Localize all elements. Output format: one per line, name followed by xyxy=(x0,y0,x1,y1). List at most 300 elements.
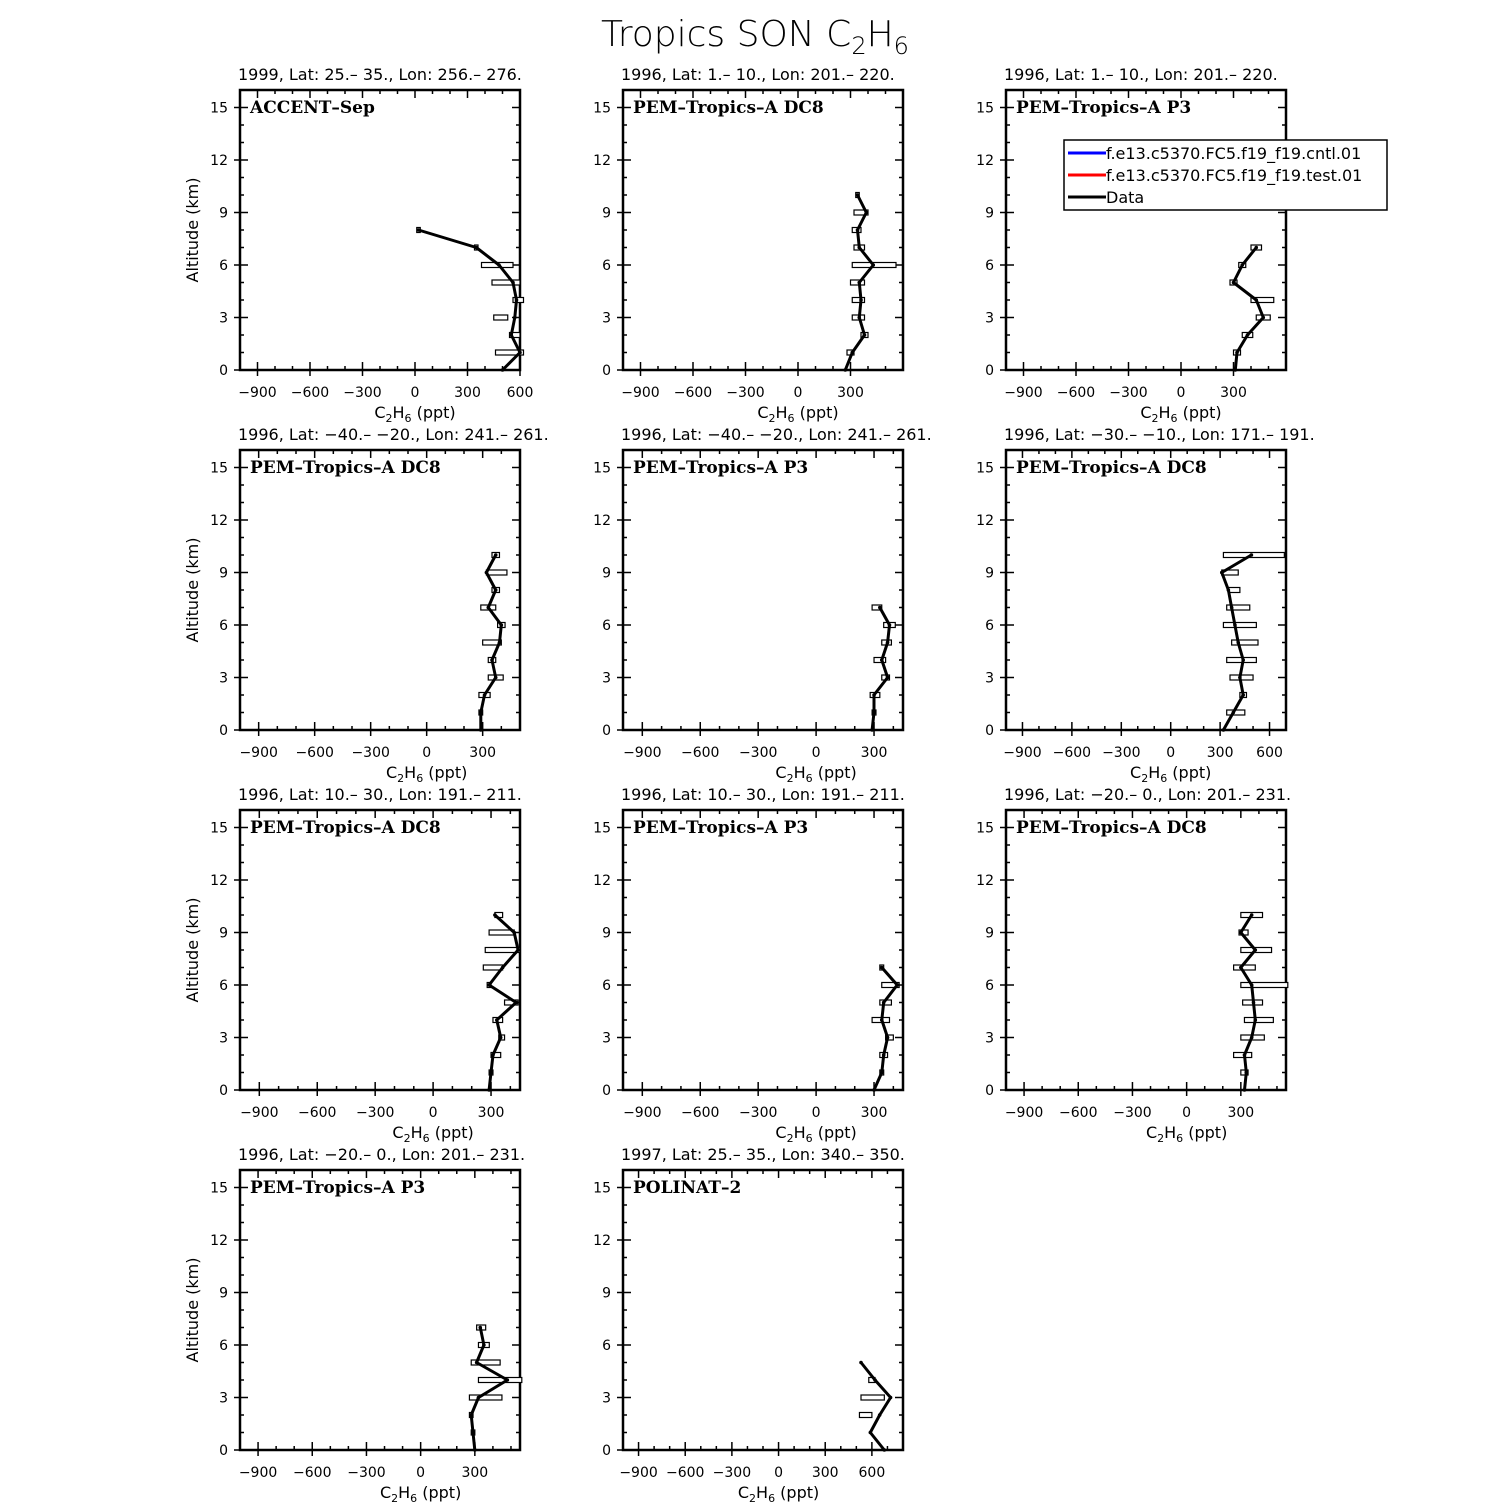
x-tick-label: 300 xyxy=(811,1465,839,1481)
x-axis-label: $C_2H_6$ (ppt) xyxy=(1145,1123,1228,1145)
panel-7 xyxy=(183,785,522,1145)
panel-2 xyxy=(593,65,903,425)
x-tick-label: −300 xyxy=(738,745,778,761)
data-point xyxy=(843,368,847,372)
x-tick-label: −300 xyxy=(726,385,765,401)
y-tick-label: 9 xyxy=(985,205,994,222)
data-point xyxy=(518,351,522,355)
x-tick-label: −300 xyxy=(1113,1105,1152,1121)
plot-frame xyxy=(240,810,520,1090)
data-point xyxy=(475,1361,479,1365)
range-bar xyxy=(494,315,508,320)
data-point xyxy=(859,298,863,302)
data-point xyxy=(478,1326,482,1330)
y-tick-label: 6 xyxy=(985,978,994,994)
data-point xyxy=(1250,553,1254,557)
data-point xyxy=(1233,623,1237,627)
range-bar xyxy=(1223,553,1284,558)
data-point xyxy=(1246,333,1250,337)
x-tick-label: 300 xyxy=(477,1105,505,1121)
data-point xyxy=(886,641,890,645)
data-point xyxy=(882,1001,886,1005)
panel-3 xyxy=(976,65,1286,425)
data-point xyxy=(880,1071,884,1075)
y-tick-label: 9 xyxy=(219,1285,228,1302)
y-tick-label: 12 xyxy=(210,513,228,529)
campaign-label: POLINAT–2 xyxy=(633,1178,742,1198)
data-point xyxy=(514,1001,518,1005)
campaign-label: PEM–Tropics–A DC8 xyxy=(1016,818,1207,838)
x-tick-label: −300 xyxy=(351,745,390,761)
data-point xyxy=(1253,948,1257,952)
x-tick-label: −900 xyxy=(623,745,662,761)
y-tick-label: 9 xyxy=(219,205,228,222)
y-tick-label: 0 xyxy=(602,363,611,379)
panel-title: 1996, Lat: 1.– 10., Lon: 201.– 220. xyxy=(1004,65,1278,84)
range-bar xyxy=(1223,623,1256,628)
y-axis-label: Altitude (km) xyxy=(183,1257,202,1363)
y-tick-label: 3 xyxy=(219,1030,228,1047)
data-point xyxy=(477,1396,481,1400)
x-axis-label: $C_2H_6$ (ppt) xyxy=(737,1483,820,1505)
data-point xyxy=(872,711,876,715)
y-tick-label: 6 xyxy=(602,618,611,634)
x-tick-label: −600 xyxy=(1059,1105,1098,1121)
y-tick-label: 0 xyxy=(985,1083,994,1099)
y-tick-label: 9 xyxy=(602,565,611,582)
plot-frame xyxy=(1006,90,1286,370)
y-tick-label: 9 xyxy=(985,565,994,582)
panel-title: 1996, Lat: 10.– 30., Lon: 191.– 211. xyxy=(621,785,905,804)
data-point xyxy=(863,333,867,337)
x-tick-label: −900 xyxy=(238,385,277,401)
y-tick-label: 0 xyxy=(602,723,611,739)
y-tick-label: 0 xyxy=(219,363,228,379)
y-tick-label: 12 xyxy=(976,873,994,889)
x-tick-label: 300 xyxy=(1220,385,1247,401)
data-point xyxy=(1250,913,1254,917)
data-point xyxy=(491,1053,495,1057)
data-line xyxy=(419,230,521,370)
x-tick-label: −600 xyxy=(1056,385,1096,401)
x-tick-label: −900 xyxy=(240,1105,279,1121)
y-tick-label: 12 xyxy=(593,153,611,169)
y-tick-label: 0 xyxy=(219,723,228,739)
x-tick-label: 300 xyxy=(837,385,864,401)
y-tick-label: 12 xyxy=(210,873,228,889)
data-point xyxy=(1232,281,1236,285)
data-point xyxy=(857,316,861,320)
data-point xyxy=(494,676,498,680)
x-tick-label: −300 xyxy=(343,385,382,401)
x-tick-label: −600 xyxy=(293,1465,332,1481)
campaign-label: PEM–Tropics–A P3 xyxy=(250,1178,426,1198)
range-bar xyxy=(1232,640,1258,645)
data-point xyxy=(1250,1036,1254,1040)
data-point xyxy=(1254,246,1258,250)
x-tick-label: −900 xyxy=(619,1465,658,1481)
x-tick-label: 0 xyxy=(811,745,821,761)
range-bar xyxy=(1244,1018,1273,1023)
x-tick-label: −300 xyxy=(1102,745,1141,761)
data-point xyxy=(870,728,874,732)
data-point xyxy=(486,606,490,610)
data-point xyxy=(511,281,515,285)
panel-6 xyxy=(976,425,1315,785)
x-tick-label: 0 xyxy=(428,1105,438,1121)
data-point xyxy=(1236,641,1240,645)
x-axis-label: $C_2H_6$ (ppt) xyxy=(379,1483,462,1505)
x-tick-label: 300 xyxy=(860,1105,888,1121)
data-point xyxy=(850,351,854,355)
x-tick-label: 300 xyxy=(454,385,481,401)
data-point xyxy=(1239,931,1243,935)
plot-frame xyxy=(1006,450,1286,730)
x-tick-label: 0 xyxy=(416,1465,426,1481)
x-axis-label: $C_2H_6$ (ppt) xyxy=(374,403,456,425)
panel-10 xyxy=(183,1145,525,1505)
y-tick-label: 6 xyxy=(219,618,228,634)
data-point xyxy=(512,931,516,935)
data-point xyxy=(880,1018,884,1022)
y-tick-label: 15 xyxy=(976,100,994,117)
legend-label: Data xyxy=(1106,188,1145,207)
y-tick-label: 6 xyxy=(602,978,611,994)
y-tick-label: 12 xyxy=(210,1233,228,1249)
y-tick-label: 15 xyxy=(210,100,228,117)
data-point xyxy=(856,228,860,232)
panel-title: 1996, Lat: −40.– −20., Lon: 241.– 261. xyxy=(238,425,549,444)
y-tick-label: 9 xyxy=(602,1285,611,1302)
data-point xyxy=(490,658,494,662)
y-tick-label: 3 xyxy=(985,310,994,327)
data-point xyxy=(883,1448,887,1452)
x-tick-label: 600 xyxy=(858,1465,886,1481)
data-point xyxy=(1253,1018,1257,1022)
data-point xyxy=(487,1088,491,1092)
x-tick-label: −600 xyxy=(298,1105,337,1121)
data-line xyxy=(489,915,518,1090)
data-point xyxy=(886,676,890,680)
data-point xyxy=(1227,588,1231,592)
data-point xyxy=(494,588,498,592)
x-axis-label: $C_2H_6$ (ppt) xyxy=(385,763,468,785)
range-bar xyxy=(1234,1053,1252,1058)
data-point xyxy=(489,1071,493,1075)
y-tick-label: 3 xyxy=(219,670,228,687)
panels xyxy=(183,65,1315,1505)
panel-title: 1996, Lat: 10.– 30., Lon: 191.– 211. xyxy=(238,785,522,804)
panel-9 xyxy=(976,785,1291,1145)
y-tick-label: 15 xyxy=(593,820,611,837)
data-point xyxy=(495,1018,499,1022)
legend-label: f.e13.c5370.FC5.f19_f19.test.01 xyxy=(1106,166,1363,185)
x-tick-label: 0 xyxy=(774,1465,784,1481)
plot-frame xyxy=(623,810,903,1090)
x-tick-label: 600 xyxy=(1256,745,1283,761)
data-point xyxy=(1220,571,1224,575)
campaign-label: PEM–Tropics–A P3 xyxy=(633,818,809,838)
y-tick-label: 0 xyxy=(602,1083,611,1099)
data-point xyxy=(513,316,517,320)
data-point xyxy=(1230,606,1234,610)
data-point xyxy=(1243,1053,1247,1057)
data-point xyxy=(872,1088,876,1092)
data-point xyxy=(509,333,513,337)
data-point xyxy=(1231,711,1235,715)
x-tick-label: −900 xyxy=(239,745,278,761)
data-point xyxy=(857,281,861,285)
x-tick-label: 300 xyxy=(461,1465,489,1481)
x-tick-label: 300 xyxy=(469,745,497,761)
range-bar xyxy=(492,280,520,285)
y-tick-label: 6 xyxy=(219,1338,228,1354)
y-tick-label: 3 xyxy=(219,1390,228,1407)
campaign-label: PEM–Tropics–A DC8 xyxy=(1016,458,1207,478)
data-point xyxy=(501,966,505,970)
range-bar xyxy=(861,1395,884,1400)
data-point xyxy=(479,728,483,732)
y-tick-label: 6 xyxy=(985,618,994,634)
data-point xyxy=(880,658,884,662)
panel-4 xyxy=(183,425,549,785)
panel-1 xyxy=(183,65,533,425)
data-point xyxy=(500,623,504,627)
y-tick-label: 9 xyxy=(219,565,228,582)
data-point xyxy=(878,1413,882,1417)
y-tick-label: 0 xyxy=(219,1083,228,1099)
x-tick-label: −300 xyxy=(355,1105,395,1121)
x-axis-label: $C_2H_6$ (ppt) xyxy=(1130,763,1212,785)
data-point xyxy=(1252,1001,1256,1005)
legend-label: f.e13.c5370.FC5.f19_f19.cntl.01 xyxy=(1106,144,1362,163)
y-tick-label: 3 xyxy=(602,1390,611,1407)
x-tick-label: −600 xyxy=(290,385,330,401)
data-point xyxy=(483,693,487,697)
x-tick-label: −900 xyxy=(1003,745,1042,761)
data-point xyxy=(482,1343,486,1347)
x-tick-label: −600 xyxy=(1052,745,1092,761)
y-tick-label: 12 xyxy=(593,513,611,529)
y-tick-label: 15 xyxy=(593,1180,611,1197)
panel-title: 1996, Lat: −20.– 0., Lon: 201.– 231. xyxy=(1004,785,1292,804)
range-bar xyxy=(1241,983,1288,988)
data-point xyxy=(497,263,501,267)
y-tick-label: 6 xyxy=(219,978,228,994)
x-tick-label: −600 xyxy=(681,745,720,761)
y-tick-label: 0 xyxy=(985,363,994,379)
y-tick-label: 15 xyxy=(976,460,994,477)
x-tick-label: 300 xyxy=(1206,745,1234,761)
data-point xyxy=(498,641,502,645)
x-tick-label: −900 xyxy=(1004,1105,1044,1121)
data-point xyxy=(864,211,868,215)
data-point xyxy=(1243,1088,1247,1092)
x-tick-label: −900 xyxy=(238,1465,278,1481)
data-point xyxy=(871,263,875,267)
y-tick-label: 9 xyxy=(219,925,228,942)
campaign-label: ACCENT–Sep xyxy=(250,98,375,118)
data-point xyxy=(1261,316,1265,320)
campaign-label: PEM–Tropics–A DC8 xyxy=(250,818,441,838)
panel-5 xyxy=(593,425,932,785)
plot-frame xyxy=(623,450,903,730)
data-point xyxy=(515,298,519,302)
campaign-label: PEM–Tropics–A DC8 xyxy=(250,458,441,478)
panel-title: 1996, Lat: −30.– −10., Lon: 171.– 191. xyxy=(1004,425,1315,444)
x-tick-label: −300 xyxy=(347,1465,386,1481)
range-bar xyxy=(486,570,507,575)
y-axis-label: Altitude (km) xyxy=(183,177,202,283)
y-tick-label: 3 xyxy=(985,1030,994,1047)
y-tick-label: 15 xyxy=(210,460,228,477)
data-point xyxy=(1241,693,1245,697)
x-axis-label: $C_2H_6$ (ppt) xyxy=(775,763,857,785)
data-point xyxy=(487,983,491,987)
data-point xyxy=(1240,263,1244,267)
plot-frame xyxy=(240,90,520,370)
y-tick-label: 9 xyxy=(602,205,611,222)
x-tick-label: −600 xyxy=(673,385,713,401)
svg-text:Tropics SON C2H6: Tropics SON $C_2H_6$ xyxy=(601,14,909,60)
data-point xyxy=(880,966,884,970)
y-tick-label: 9 xyxy=(602,925,611,942)
x-tick-label: −300 xyxy=(738,1105,778,1121)
y-axis-label: Altitude (km) xyxy=(183,897,202,1003)
x-tick-label: −600 xyxy=(665,1465,705,1481)
range-bar xyxy=(478,1378,521,1383)
y-tick-label: 12 xyxy=(976,153,994,169)
data-point xyxy=(889,1396,893,1400)
data-point xyxy=(494,553,498,557)
y-tick-label: 12 xyxy=(976,513,994,529)
data-point xyxy=(1222,728,1226,732)
x-tick-label: −900 xyxy=(623,1105,662,1121)
data-point xyxy=(485,571,489,575)
range-bar xyxy=(1234,965,1256,970)
y-tick-label: 9 xyxy=(985,925,994,942)
panel-title: 1997, Lat: 25.– 35., Lon: 340.– 350. xyxy=(621,1145,905,1164)
panel-11 xyxy=(593,1145,905,1505)
data-point xyxy=(886,1036,890,1040)
y-tick-label: 15 xyxy=(210,1180,228,1197)
y-tick-label: 3 xyxy=(602,670,611,687)
data-point xyxy=(895,983,899,987)
panel-title: 1996, Lat: −20.– 0., Lon: 201.– 231. xyxy=(238,1145,526,1164)
plot-frame xyxy=(623,1170,903,1450)
y-tick-label: 3 xyxy=(985,670,994,687)
y-tick-label: 6 xyxy=(602,1338,611,1354)
x-axis-label: $C_2H_6$ (ppt) xyxy=(757,403,839,425)
data-point xyxy=(1238,676,1242,680)
data-point xyxy=(469,1413,473,1417)
x-tick-label: 0 xyxy=(410,385,420,401)
x-tick-label: 0 xyxy=(422,745,432,761)
data-point xyxy=(1254,298,1258,302)
y-tick-label: 6 xyxy=(602,258,611,274)
panel-8 xyxy=(593,785,905,1145)
y-tick-label: 0 xyxy=(985,723,994,739)
campaign-label: PEM–Tropics–A P3 xyxy=(1016,98,1192,118)
y-tick-label: 6 xyxy=(985,258,994,274)
y-tick-label: 0 xyxy=(219,1443,228,1459)
legend xyxy=(1064,140,1387,210)
data-point xyxy=(857,246,861,250)
y-tick-label: 12 xyxy=(593,1233,611,1249)
x-tick-label: 0 xyxy=(1166,745,1176,761)
x-axis-label: $C_2H_6$ (ppt) xyxy=(1140,403,1222,425)
data-point xyxy=(479,711,483,715)
data-point xyxy=(1239,966,1243,970)
y-tick-label: 12 xyxy=(210,153,228,169)
y-tick-label: 15 xyxy=(210,820,228,837)
data-point xyxy=(873,1378,877,1382)
x-tick-label: −900 xyxy=(1004,385,1043,401)
data-point xyxy=(473,1448,477,1452)
data-point xyxy=(1250,983,1254,987)
panel-title: 1999, Lat: 25.– 35., Lon: 256.– 276. xyxy=(238,65,522,84)
x-tick-label: −300 xyxy=(1109,385,1148,401)
x-tick-label: −600 xyxy=(681,1105,720,1121)
y-tick-label: 3 xyxy=(602,310,611,327)
y-tick-label: 15 xyxy=(976,820,994,837)
x-axis-label: $C_2H_6$ (ppt) xyxy=(775,1123,857,1145)
data-point xyxy=(501,368,505,372)
figure-title xyxy=(601,14,909,60)
range-bar xyxy=(859,1413,871,1418)
y-axis-label: Altitude (km) xyxy=(183,537,202,643)
data-point xyxy=(499,1036,503,1040)
campaign-label: PEM–Tropics–A DC8 xyxy=(633,98,824,118)
y-tick-label: 3 xyxy=(219,310,228,327)
data-line xyxy=(861,1363,891,1451)
data-point xyxy=(1233,368,1237,372)
data-point xyxy=(878,606,882,610)
campaign-label: PEM–Tropics–A P3 xyxy=(633,458,809,478)
y-tick-label: 0 xyxy=(602,1443,611,1459)
x-tick-label: 0 xyxy=(1176,385,1186,401)
x-tick-label: 600 xyxy=(506,385,534,401)
data-point xyxy=(516,948,520,952)
x-tick-label: −300 xyxy=(712,1465,752,1481)
data-point xyxy=(493,913,497,917)
data-point xyxy=(859,1361,863,1365)
data-point xyxy=(856,193,860,197)
x-tick-label: −600 xyxy=(295,745,334,761)
data-point xyxy=(869,1431,873,1435)
x-tick-label: 0 xyxy=(1182,1105,1192,1121)
data-point xyxy=(872,693,876,697)
data-point xyxy=(417,228,421,232)
data-point xyxy=(1241,658,1245,662)
plot-frame xyxy=(240,1170,520,1450)
data-point xyxy=(474,246,478,250)
y-tick-label: 15 xyxy=(593,460,611,477)
plot-frame xyxy=(240,450,520,730)
panel-title: 1996, Lat: 1.– 10., Lon: 201.– 220. xyxy=(621,65,895,84)
data-point xyxy=(882,1053,886,1057)
x-tick-label: 0 xyxy=(793,385,803,401)
data-point xyxy=(1244,1071,1248,1075)
x-axis-label: $C_2H_6$ (ppt) xyxy=(392,1123,474,1145)
data-point xyxy=(1235,351,1239,355)
x-tick-label: 0 xyxy=(811,1105,821,1121)
x-tick-label: 300 xyxy=(1227,1105,1255,1121)
y-tick-label: 6 xyxy=(219,258,228,274)
y-tick-label: 3 xyxy=(602,1030,611,1047)
panel-title: 1996, Lat: −40.– −20., Lon: 241.– 261. xyxy=(621,425,932,444)
range-bar xyxy=(469,1395,502,1400)
